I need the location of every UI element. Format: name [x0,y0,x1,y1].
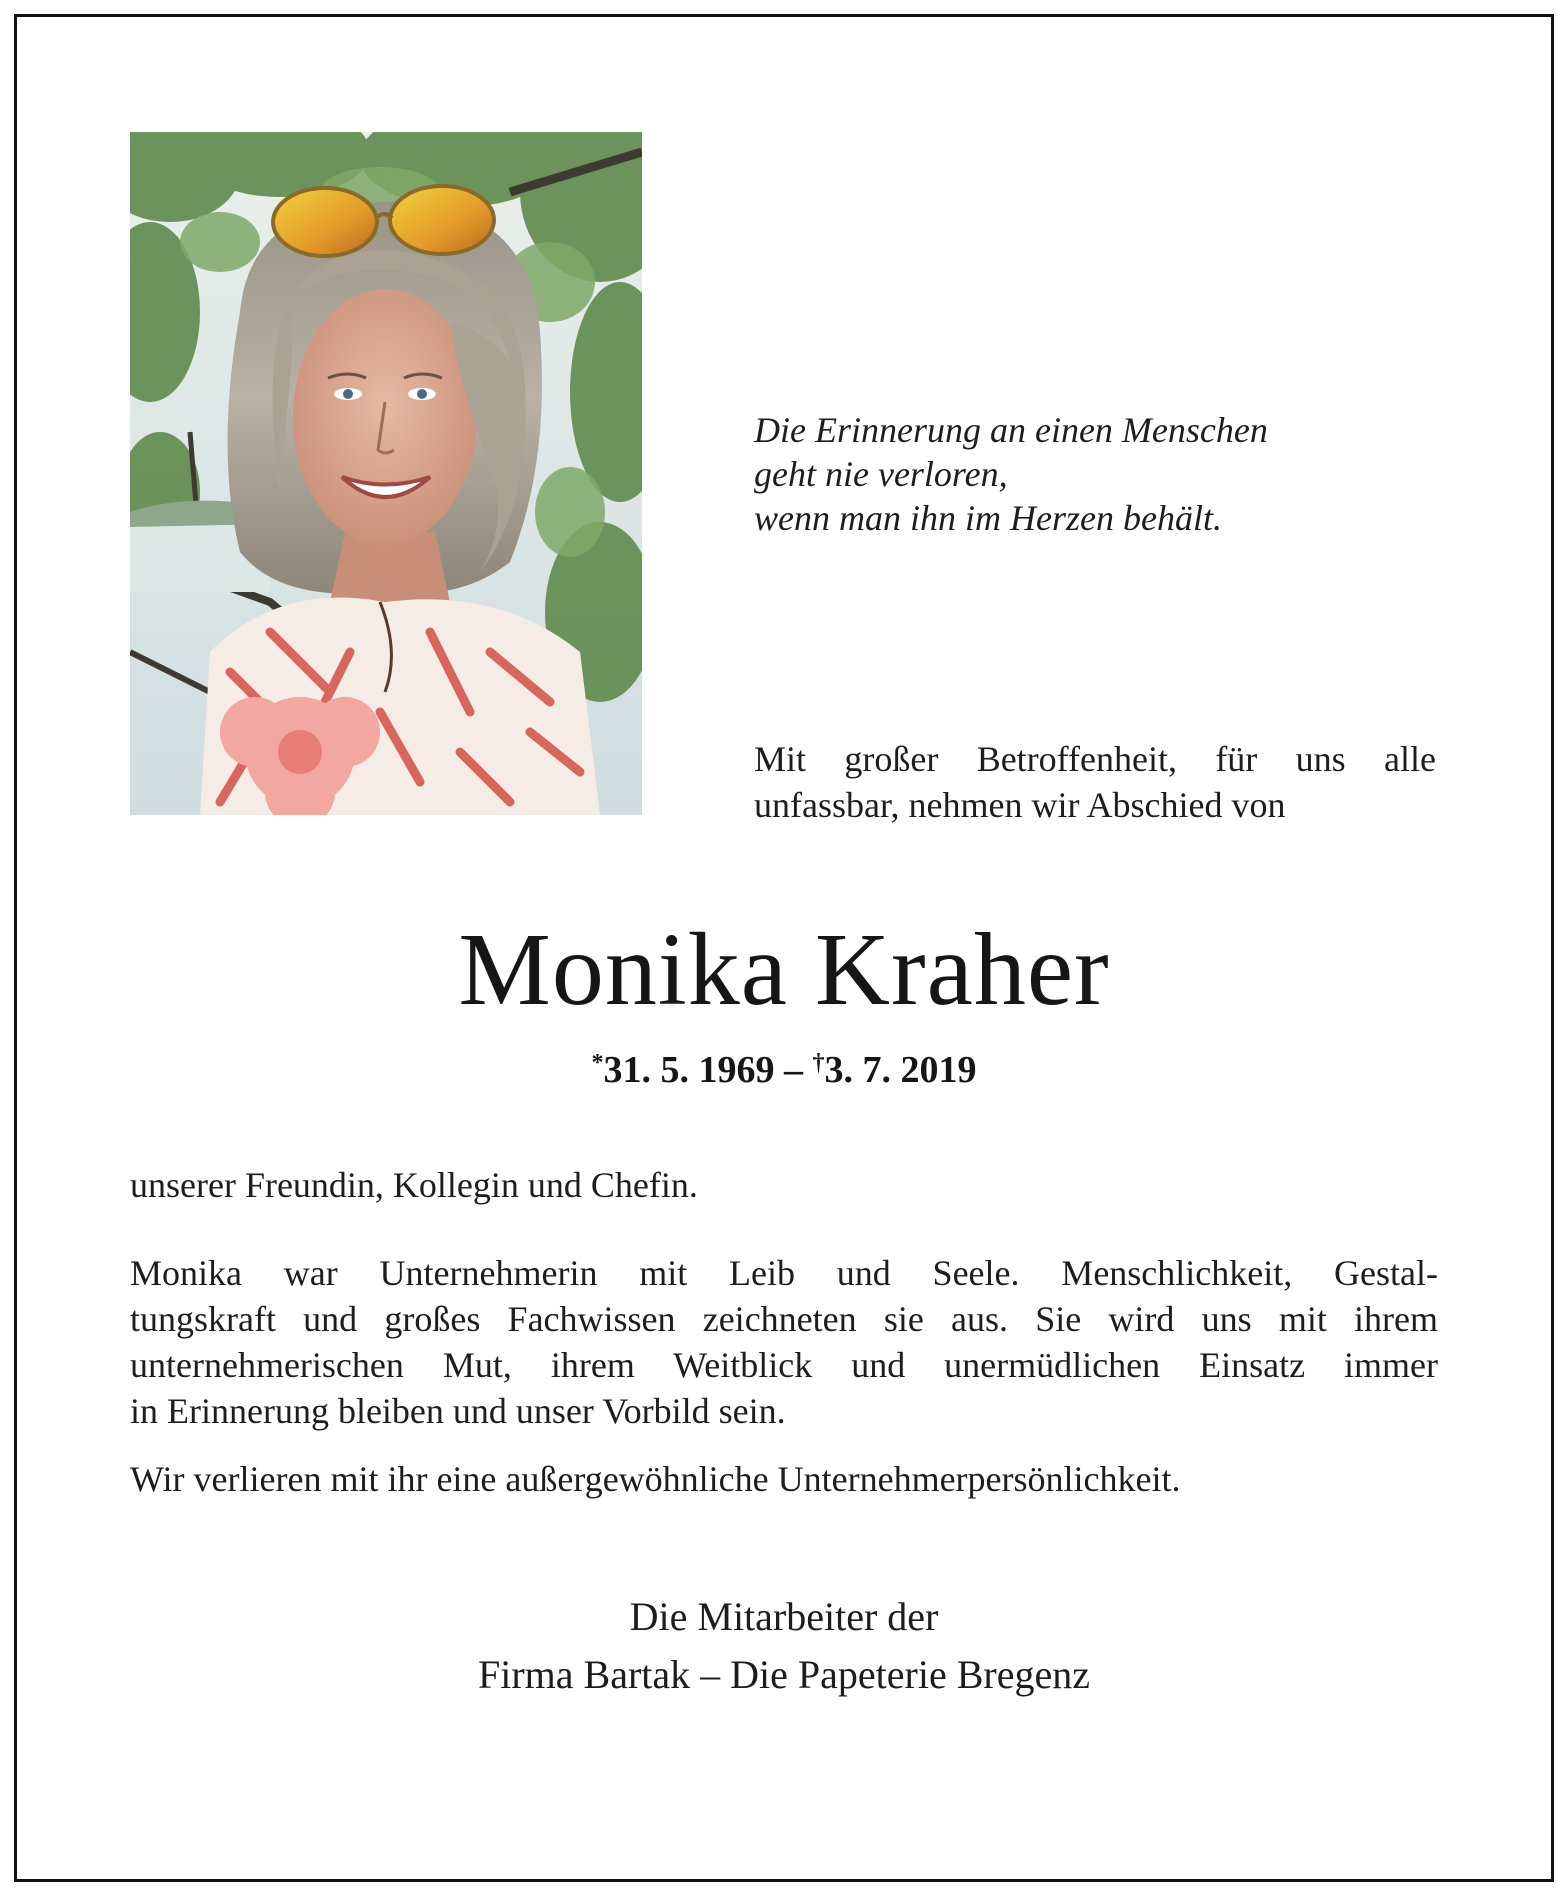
signature-block [0,1588,1568,1704]
intro-line: Mit großer Betroffenheit, für uns alle [754,739,1436,779]
body-line: in Erinnerung bleiben und unser Vorbild sein. [130,1391,786,1431]
quote-line: geht nie verloren, [754,454,1008,494]
quote-line: Die Erinnerung an einen Menschen [754,410,1268,450]
body-line: unternehmerischen Mut, ihrem Weitblick und unermüdlichen Einsatz immer [130,1345,1438,1385]
body-line: tungskraft und großes Fachwissen zeichneten sie aus. Sie wird uns mit ihrem [130,1299,1438,1339]
body-paragraph-tribute [130,1250,1438,1434]
death-cross-symbol: † [812,1050,825,1076]
quote-line: wenn man ihn im Herzen behält. [754,498,1222,538]
signature-line: Die Mitarbeiter der [629,1594,939,1639]
body-line: Wir verlieren mit ihr eine außergewöhnliche Unternehmerpersönlichkeit. [130,1459,1181,1499]
body-line: Monika war Unternehmerin mit Leib und Seele. Menschlichkeit, Gestal- [130,1253,1438,1293]
farewell-intro [754,736,1436,828]
memorial-quote [754,408,1474,540]
birth-star-symbol: * [591,1050,604,1076]
date-separator: – [774,1049,813,1091]
death-date: 3. 7. 2019 [824,1049,977,1091]
signature-line: Firma Bartak – Die Papeterie Bregenz [478,1652,1090,1697]
body-line: unserer Freundin, Kollegin und Chefin. [130,1165,698,1205]
life-dates [0,1038,1568,1095]
intro-line: unfassbar, nehmen wir Abschied von [754,785,1286,825]
portrait-photo [130,132,642,815]
body-paragraph-relationship [130,1162,1438,1208]
deceased-name: Monika Kraher [458,912,1110,1027]
birth-date: 31. 5. 1969 [603,1049,775,1091]
portrait-illustration [130,132,642,815]
body-paragraph-closing [130,1456,1438,1502]
